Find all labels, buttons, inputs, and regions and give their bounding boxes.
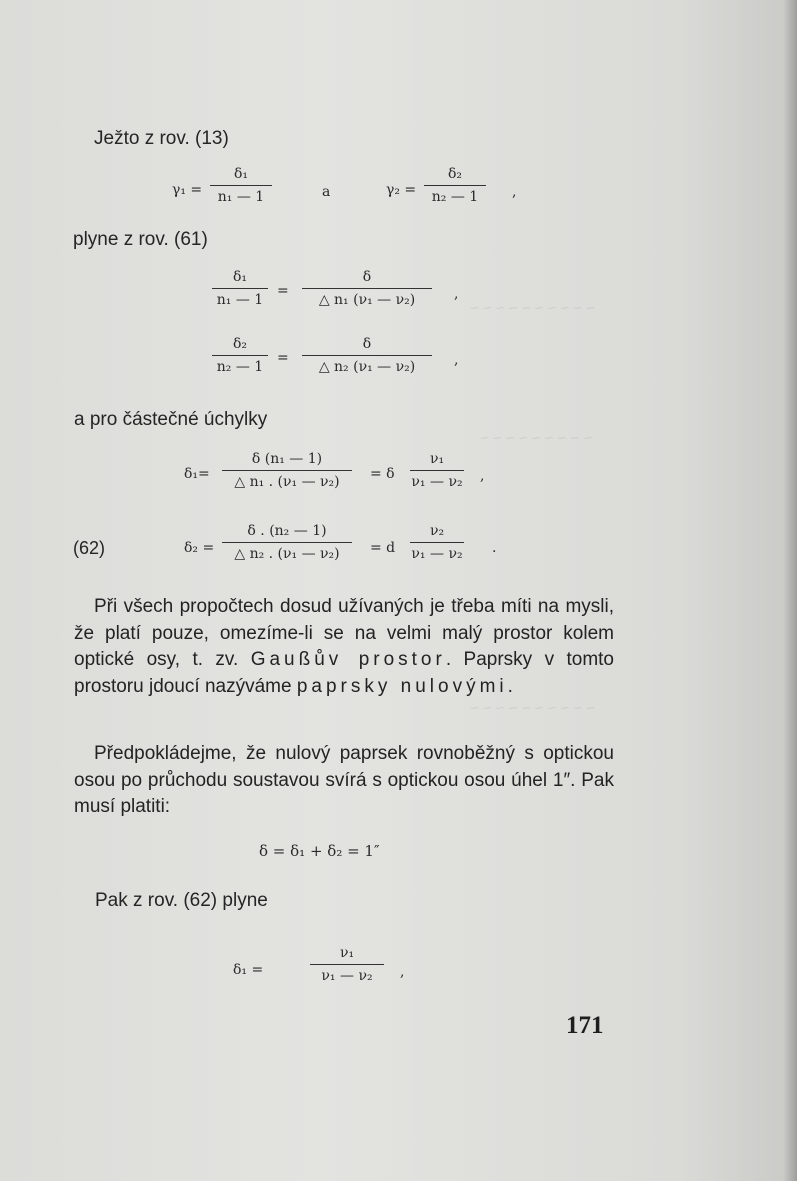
comma: , — [480, 468, 485, 484]
fraction-bar — [302, 355, 432, 356]
term-zero-rays: paprsky nulovými — [296, 675, 508, 697]
eq4-numerator: δ . (n₂ — 1) — [247, 523, 327, 539]
equals-sign: = — [277, 283, 289, 299]
eq4-denominator: △ n₂ . (ν₁ — ν₂) — [234, 546, 340, 562]
eq4-lhs: δ₂ = — [184, 540, 215, 556]
eq3-lhs: δ₁= — [184, 466, 210, 482]
fraction-bar — [410, 470, 464, 471]
term-gauss-space: Gaußův prostor — [250, 649, 446, 670]
comma: , — [400, 964, 405, 980]
bleed-through-text: ~ ~ ~ ~ ~ ~ ~ ~ ~ ~ — [470, 300, 596, 317]
gamma2-numerator: δ₂ — [447, 166, 463, 182]
eq3-numerator: δ (n₁ — 1) — [251, 451, 323, 467]
eq1-right-numerator: δ — [362, 269, 372, 285]
eq2-left-denominator: n₂ — 1 — [216, 359, 264, 375]
conjunction-a: a — [322, 184, 331, 200]
eq4-middle: = d — [370, 540, 396, 556]
eq1-left-denominator: n₁ — 1 — [216, 292, 264, 308]
eq4-right-numerator: ν₂ — [429, 523, 445, 539]
eq3-middle: = δ — [370, 466, 395, 482]
eq3-right-denominator: ν₁ — ν₂ — [411, 474, 463, 490]
eq3-denominator: △ n₁ . (ν₁ — ν₂) — [234, 474, 340, 490]
eq2-right-denominator: △ n₂ (ν₁ — ν₂) — [318, 359, 416, 375]
eq2-right-numerator: δ — [362, 336, 372, 352]
eq1-right-fraction — [302, 268, 432, 309]
eq3-right-numerator: ν₁ — [429, 451, 445, 467]
eq2-left-fraction — [212, 335, 268, 376]
paragraph-text: Při všech propočtech dosud užívaných je třeba míti na mysli, že platí pouze, omezíme-li se na velmi malý prostor kolem optické osy, t. zv. — [74, 596, 614, 670]
comma: , — [454, 286, 459, 302]
fraction-bar — [222, 542, 352, 543]
eq5: δ = δ₁ + δ₂ = 1″ — [259, 842, 380, 860]
eq4-fraction — [222, 522, 352, 563]
fraction-bar — [302, 288, 432, 289]
comma: , — [512, 184, 517, 200]
bleed-through-text: ~ ~ ~ ~ ~ ~ ~ ~ ~ — [480, 430, 593, 447]
eq4-right-fraction — [410, 522, 464, 563]
gamma1-lhs: γ₁ = — [172, 182, 203, 198]
fraction-bar — [212, 288, 268, 289]
eq3-fraction — [222, 450, 352, 491]
gamma2-lhs: γ₂ = — [386, 182, 417, 198]
gamma1-fraction — [210, 165, 272, 206]
eq3-right-fraction — [410, 450, 464, 491]
eq6-numerator: ν₁ — [339, 945, 355, 961]
comma: , — [454, 352, 459, 368]
equation-label-62: (62) — [73, 538, 106, 558]
intro-line-3: a pro částečné úchylky — [74, 409, 268, 430]
eq6-fraction — [310, 944, 384, 985]
eq2-left-numerator: δ₂ — [232, 336, 248, 352]
page-number: 171 — [566, 1012, 604, 1039]
fraction-bar — [310, 964, 384, 965]
gamma2-denominator: n₂ — 1 — [431, 189, 479, 205]
eq2-right-fraction — [302, 335, 432, 376]
equals-sign: = — [277, 350, 289, 366]
eq6-denominator: ν₁ — ν₂ — [321, 968, 373, 984]
paragraph-text: . — [507, 675, 513, 697]
gamma1-numerator: δ₁ — [233, 166, 249, 182]
period: . — [492, 540, 497, 556]
gamma1-denominator: n₁ — 1 — [217, 189, 265, 205]
eq1-left-fraction — [212, 268, 268, 309]
paragraph-gauss-space — [74, 594, 614, 700]
intro-line-1: Ježto z rov. (13) — [94, 128, 229, 149]
fraction-bar — [410, 542, 464, 543]
intro-line-4: Pak z rov. (62) plyne — [95, 890, 268, 911]
page-edge-shadow — [783, 0, 797, 1181]
fraction-bar — [424, 185, 486, 186]
eq1-right-denominator: △ n₁ (ν₁ — ν₂) — [318, 292, 416, 308]
bleed-through-text: ~ ~ ~ ~ ~ ~ ~ ~ ~ ~ — [470, 700, 596, 717]
fraction-bar — [212, 355, 268, 356]
eq6-lhs: δ₁ = — [233, 962, 264, 978]
fraction-bar — [222, 470, 352, 471]
fraction-bar — [210, 185, 272, 186]
gamma2-fraction — [424, 165, 486, 206]
eq1-left-numerator: δ₁ — [232, 269, 248, 285]
paragraph-zero-ray: Předpokládejme, že nulový paprsek rovnoběžný s optickou osou po průchodu soustavou svírá s optickou osou úhel 1″. Pak musí platiti: — [74, 743, 614, 817]
intro-line-2: plyne z rov. (61) — [73, 229, 208, 250]
paragraph-text: . Paprsky v tomto prostoru jdoucí nazýváme — [74, 649, 614, 697]
eq4-right-denominator: ν₁ — ν₂ — [411, 546, 463, 562]
